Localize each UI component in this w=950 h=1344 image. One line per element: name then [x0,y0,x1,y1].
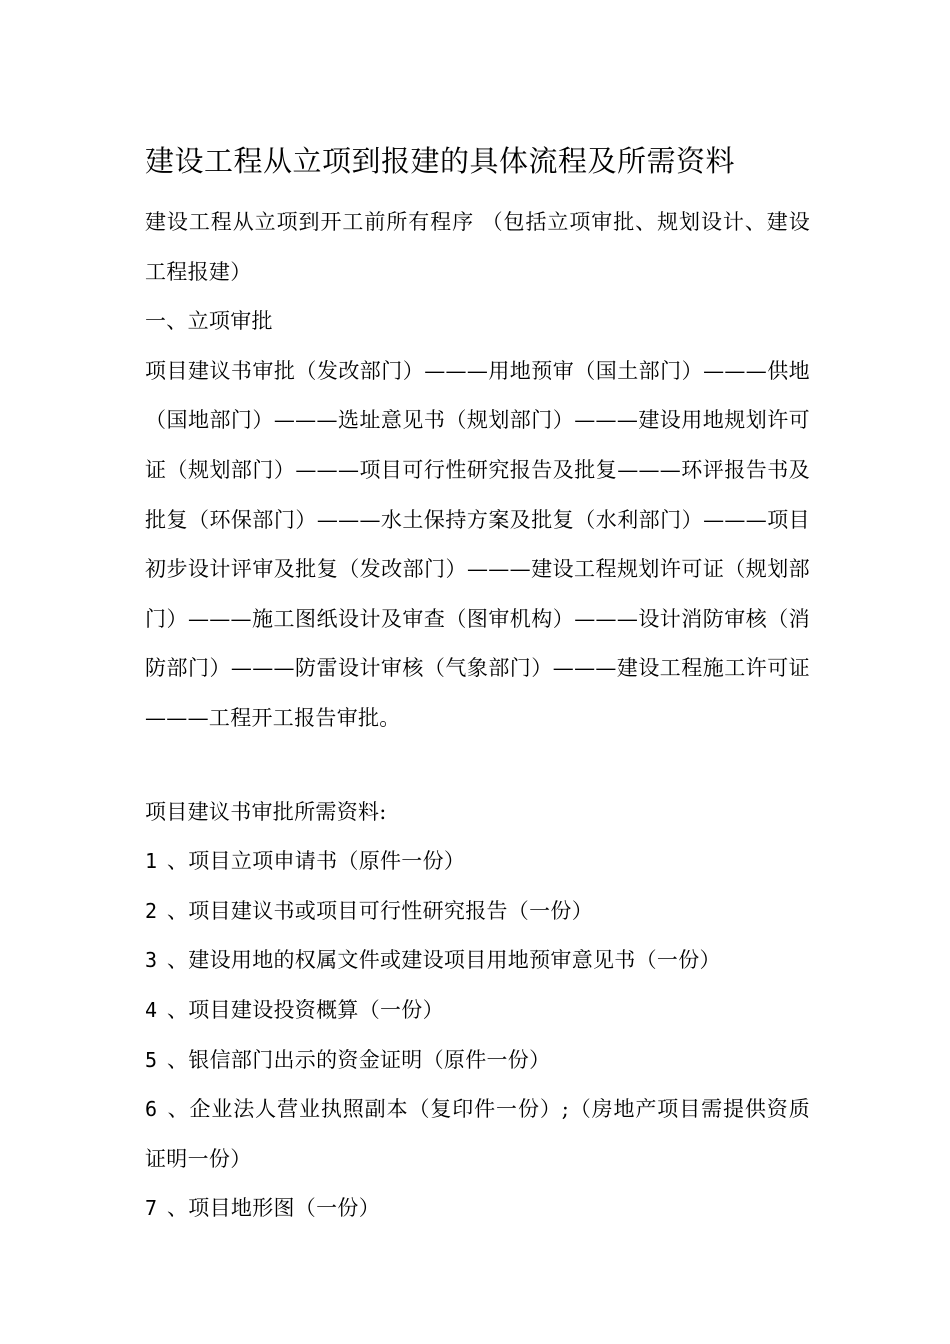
list-item [145,887,810,937]
document-page [145,138,810,1234]
list-item-number: 4 [145,997,158,1022]
list-item [145,1085,810,1184]
approval-flow-paragraph: 项目建议书审批（发改部门）———用地预审（国土部门）———供地（国地部门）———选址意见书（规划部门）———建设用地规划许可证（规划部门）———项目可行性研究报告及批复———环评报告书及批复（环保部门）———水土保持方案及批复（水利部门）———项目初步设计评审及批复（发改部门）———建设工程规划许可证（规划部门）———施工图纸设计及审查（图审机构）———设计消防审核（消防部门）———防雷设计审核（气象部门）———建设工程施工许可证———工程开工报告审批。 [145,358,810,730]
list-item-text: 、建设用地的权属文件或建设项目用地预审意见书（一份） [167,948,721,973]
list-item-text: 、项目建设投资概算（一份） [167,997,444,1022]
list-item-number: 3 [145,948,158,973]
intro-paragraph: 建设工程从立项到开工前所有程序 （包括立项审批、规划设计、建设工程报建） [145,210,810,284]
list-item-number: 7 [145,1196,158,1221]
list-item [145,837,810,887]
list-item [145,1036,810,1086]
list-item [145,986,810,1036]
requirements-list [145,837,810,1234]
list-item-number: 1 [145,849,158,874]
list-item-text: 、项目地形图（一份） [167,1196,380,1221]
list-item [145,936,810,986]
list-item-text: 、项目建议书或项目可行性研究报告（一份） [167,898,593,923]
list-item-text: 、企业法人营业执照副本（复印件一份）;（房地产项目需提供资质证明一份） [145,1097,810,1171]
document-title: 建设工程从立项到报建的具体流程及所需资料 [145,144,736,178]
list-item-number: 6 [145,1097,158,1122]
list-item-number: 2 [145,898,158,923]
section-heading-project-approval: 一、立项审批 [145,309,273,334]
list-item-number: 5 [145,1047,158,1072]
list-item-text: 、银信部门出示的资金证明（原件一份） [167,1047,551,1072]
requirements-title: 项目建议书审批所需资料: [145,799,387,824]
list-item [145,1184,810,1234]
list-item-text: 、项目立项申请书（原件一份） [167,849,466,874]
